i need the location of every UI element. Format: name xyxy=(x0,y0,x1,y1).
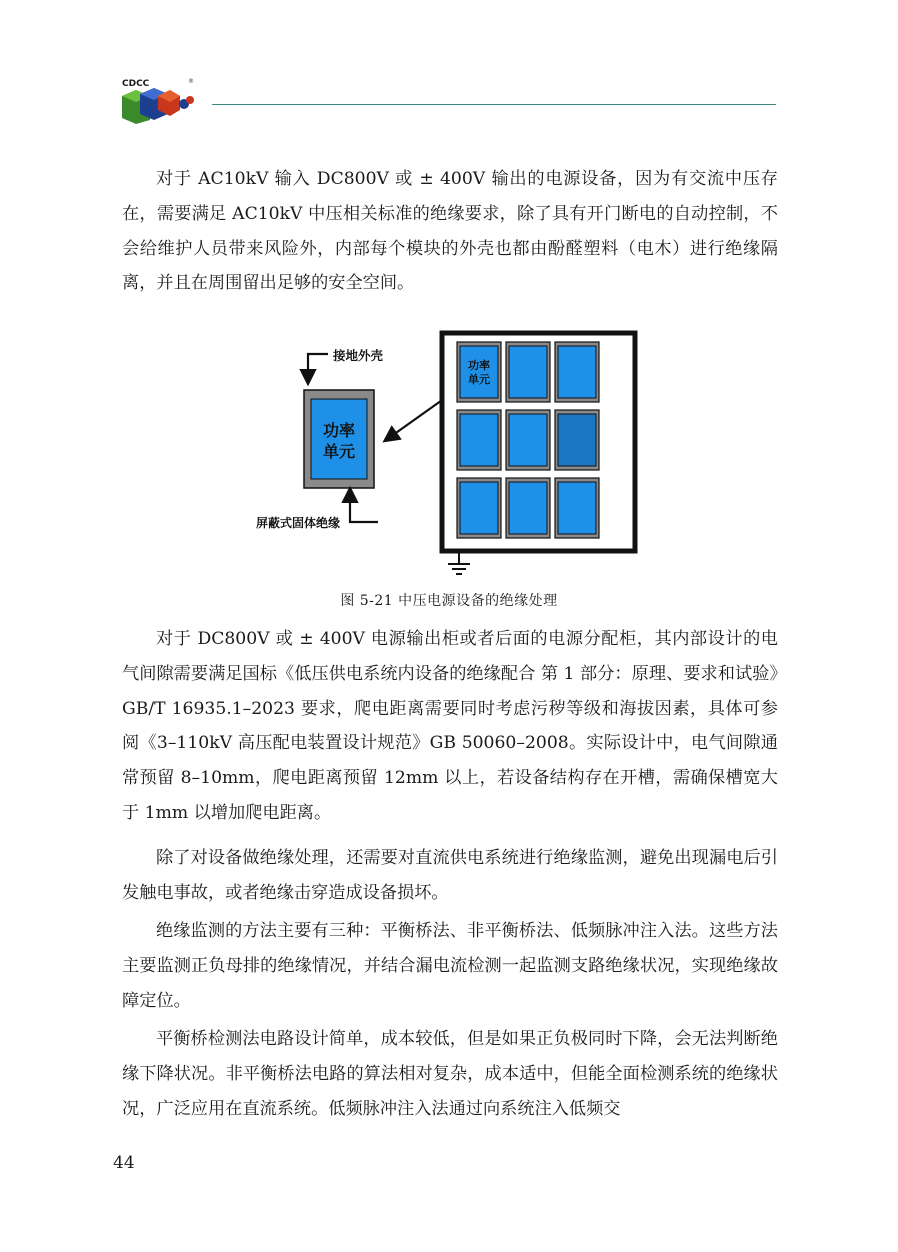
cabinet xyxy=(442,333,635,551)
small-unit-label-1: 功率 xyxy=(468,359,490,372)
power-unit-detail xyxy=(304,390,374,488)
body-paragraph: 对于 DC800V 或 ± 400V 电源输出柜或者后面的电源分配柜，其内部设计的电气间隙需要满足国标《低压供电系统内设备的绝缘配合 第 1 部分：原理、要求和试验》GB/T 16935.1–2023 要求，爬电距离需要同时考虑污秽等级和海拔因素，具体可参阅《3–110kV 高压配电装置设计规范》GB 50060–2008。实际设计中，电气间隙通常预留 8–10mm，爬电距离预留 12mm 以上，若设备结构存在开槽，需确保槽宽大于 1mm 以增加爬电距离。 xyxy=(122,629,778,823)
logo-text: CDCC xyxy=(122,79,150,89)
label-shield-insulation: 屏蔽式固体绝缘 xyxy=(256,516,341,530)
body-paragraph: 平衡桥检测法电路设计简单，成本较低，但是如果正负极同时下降，会无法判断绝缘下降状况。非平衡桥法电路的算法相对复杂，成本适中，但能全面检测系统的绝缘状况，广泛应用在直流系统。低频脉冲注入法通过向系统注入低频交 xyxy=(122,1029,778,1119)
registered-mark: ® xyxy=(188,78,194,85)
big-unit-label-2: 单元 xyxy=(322,442,356,461)
big-unit-label-1: 功率 xyxy=(322,421,356,440)
body-paragraph: 除了对设备做绝缘处理，还需要对直流供电系统进行绝缘监测，避免出现漏电后引发触电事故，或者绝缘击穿造成设备损坏。 xyxy=(122,848,778,903)
insulation-diagram xyxy=(244,324,644,580)
body-paragraph: 对于 AC10kV 输入 DC800V 或 ± 400V 输出的电源设备，因为有交流中压存在，需要满足 AC10kV 中压相关标准的绝缘要求，除了具有开门断电的自动控制，不会给维护人员带来风险外，内部每个模块的外壳也都由酚醛塑料（电木）进行绝缘隔离，并且在周围留出足够的安全空间。 xyxy=(122,169,778,294)
shield-insulation-callout xyxy=(256,490,378,530)
ground-shell-callout xyxy=(308,348,384,382)
body-paragraph: 绝缘监测的方法主要有三种：平衡桥法、非平衡桥法、低频脉冲注入法。这些方法主要监测正负母排的绝缘情况，并结合漏电流检测一起监测支路绝缘状况，实现绝缘故障定位。 xyxy=(122,921,778,1011)
label-ground-shell: 接地外壳 xyxy=(333,348,384,363)
small-unit-label-2: 单元 xyxy=(468,373,490,386)
header-rule xyxy=(212,104,776,105)
cdcc-logo xyxy=(118,74,200,124)
figure-caption: 图 5-21 中压电源设备的绝缘处理 xyxy=(340,593,558,609)
ground-icon xyxy=(448,552,470,574)
page-number: 44 xyxy=(113,1153,135,1173)
